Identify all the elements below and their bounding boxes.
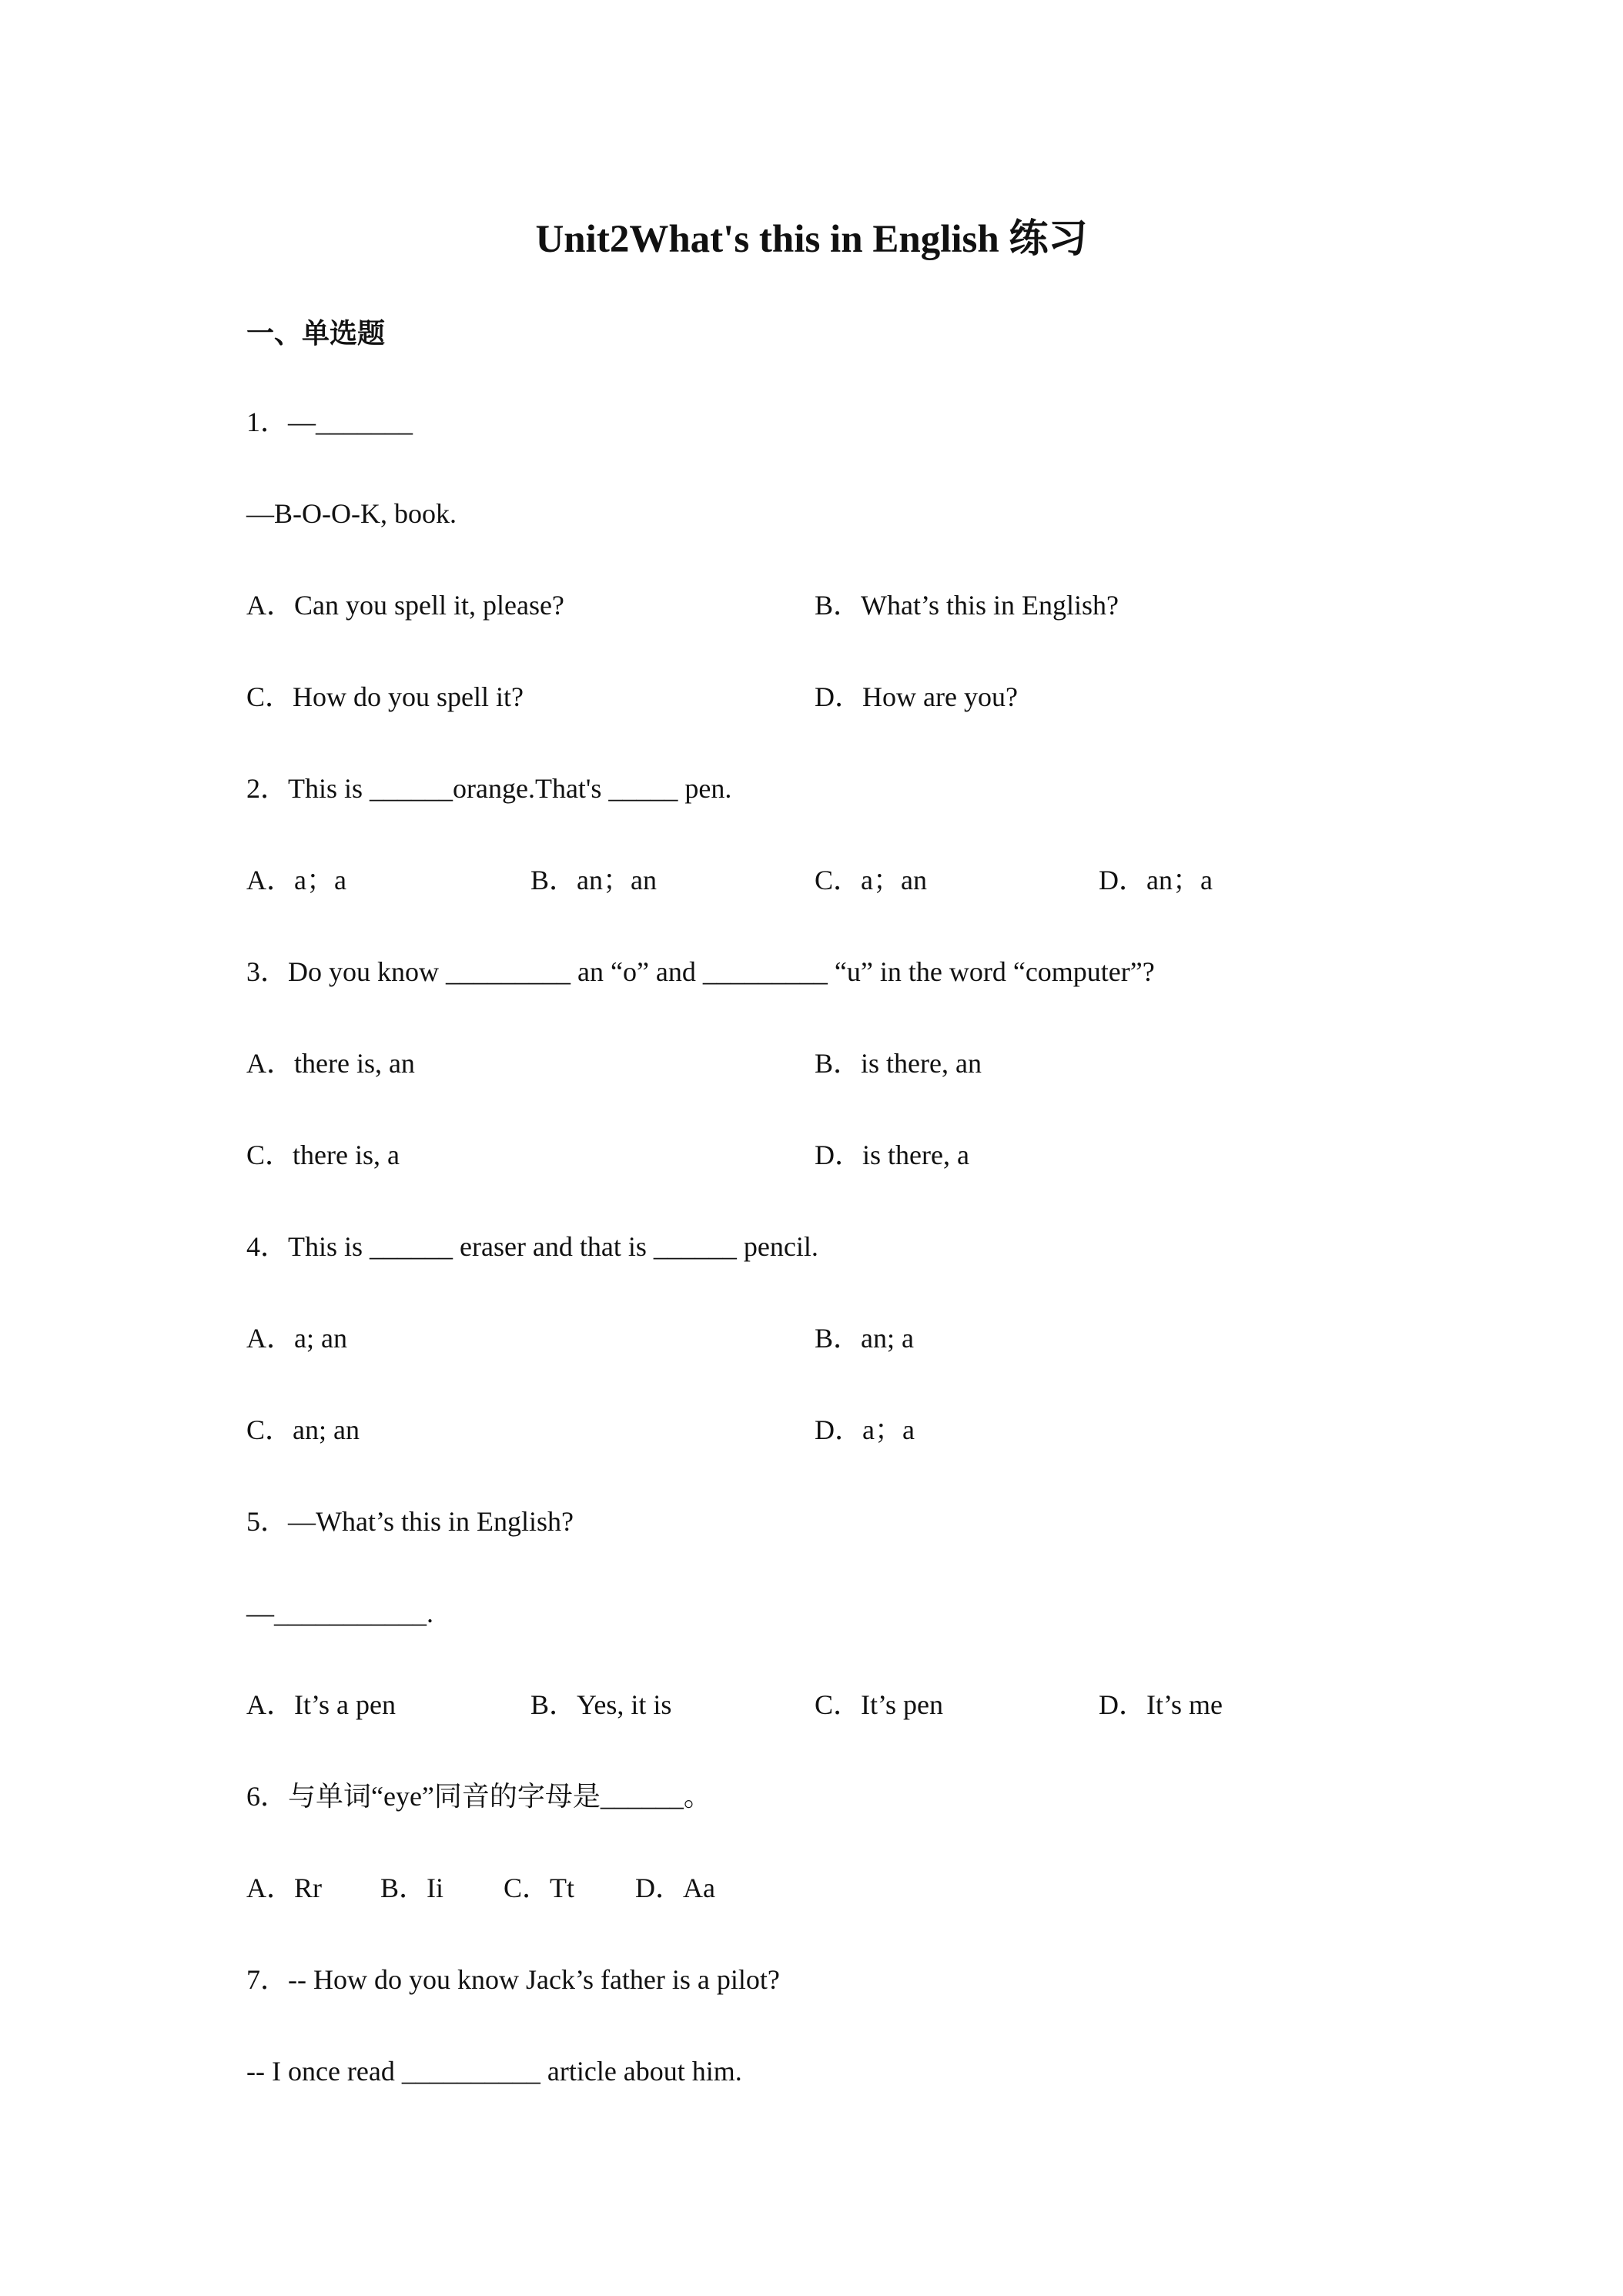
question-1-option-d[interactable]: D．How are you?	[815, 681, 1018, 712]
question-4-stem: 4．This is ______ eraser and that is ______ pencil.	[246, 1231, 818, 1262]
question-1-stem: 1．—_______	[246, 407, 413, 437]
question-4-option-d[interactable]: D．a；a	[815, 1414, 915, 1445]
question-2-option-c[interactable]: C．a；an	[815, 865, 927, 895]
question-6-option-d[interactable]: D．Aa	[635, 1873, 715, 1903]
question-2-stem: 2．This is ______orange.That's _____ pen.	[246, 773, 732, 804]
question-6-option-a[interactable]: A．Rr	[246, 1873, 322, 1903]
question-1-option-a[interactable]: A．Can you spell it, please?	[246, 590, 564, 621]
question-4-option-a[interactable]: A．a; an	[246, 1323, 347, 1354]
question-3-option-d[interactable]: D．is there, a	[815, 1140, 969, 1170]
question-1-option-c[interactable]: C．How do you spell it?	[246, 681, 524, 712]
question-2-option-b[interactable]: B．an；an	[530, 865, 657, 895]
question-5-option-d[interactable]: D．It’s me	[1099, 1689, 1223, 1720]
question-6-option-c[interactable]: C．Tt	[504, 1873, 575, 1903]
question-5-line2: —___________.	[246, 1598, 433, 1628]
section-heading: 一、单选题	[246, 318, 386, 350]
question-1-option-b[interactable]: B．What’s this in English?	[815, 590, 1119, 621]
question-4-option-b[interactable]: B．an; a	[815, 1323, 914, 1354]
question-5-option-c[interactable]: C．It’s pen	[815, 1689, 943, 1720]
question-7-stem: 7．-- How do you know Jack’s father is a pilot?	[246, 1964, 780, 1995]
question-6-stem: 6．与单词“eye”同音的字母是______。	[246, 1781, 711, 1812]
question-4-option-c[interactable]: C．an; an	[246, 1414, 360, 1445]
question-5-stem: 5．—What’s this in English?	[246, 1506, 574, 1537]
question-3-option-a[interactable]: A．there is, an	[246, 1048, 415, 1079]
question-7-line2: -- I once read __________ article about him.	[246, 2056, 742, 2087]
question-3-option-b[interactable]: B．is there, an	[815, 1048, 982, 1079]
question-3-option-c[interactable]: C．there is, a	[246, 1140, 400, 1170]
question-6-option-b[interactable]: B．Ii	[380, 1873, 444, 1903]
question-2-option-d[interactable]: D．an；a	[1099, 865, 1213, 895]
question-2-option-a[interactable]: A．a；a	[246, 865, 346, 895]
page-title: Unit2What's this in English 练习	[535, 218, 1088, 261]
question-5-option-a[interactable]: A．It’s a pen	[246, 1689, 396, 1720]
question-3-stem: 3．Do you know _________ an “o” and _________ “u” in the word “computer”?	[246, 956, 1155, 987]
question-1-line2: —B-O-O-K, book.	[246, 498, 457, 529]
question-5-option-b[interactable]: B．Yes, it is	[530, 1689, 672, 1720]
